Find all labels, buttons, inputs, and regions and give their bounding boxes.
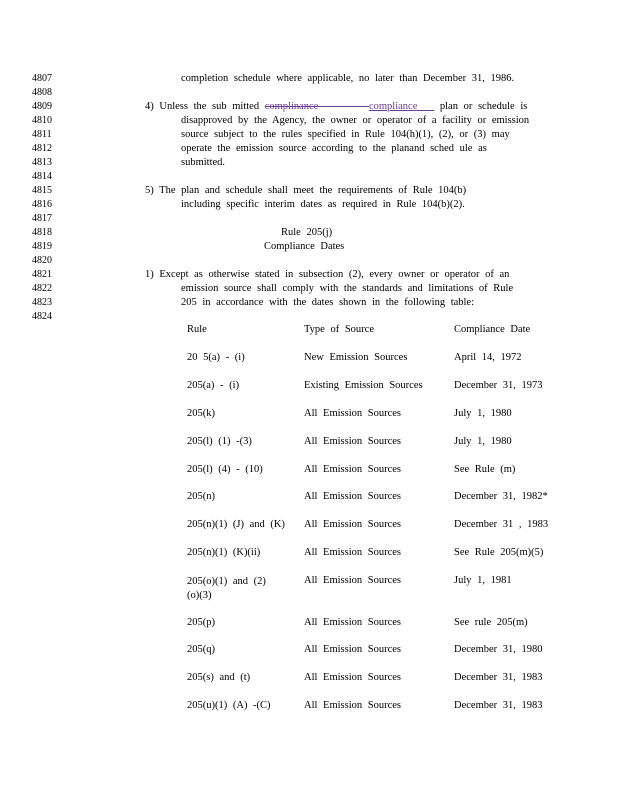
table-cell-rule: 205(s) and (t) [187,672,251,683]
line-number: 4818 [32,227,52,238]
table-cell-rule: 205(l) (4) - (10) [187,464,263,475]
table-cell-source: All Emission Sources [304,644,401,655]
deleted-text: complinance [264,101,319,112]
table-cell-source: All Emission Sources [304,436,401,447]
table-cell-source: All Emission Sources [304,672,401,683]
paragraph-line: source subject to the rules specified in Rule 104(h)(1), (2), or (3) may [181,129,510,140]
table-cell-source: All Emission Sources [304,575,401,586]
inserted-text: compliance [368,101,418,112]
table-cell-date: December 31, 1983 [454,672,543,683]
table-header-date: Compliance Date [454,324,531,335]
table-cell-source: All Emission Sources [304,491,401,502]
paragraph-line: submitted. [181,157,226,168]
table-cell-source: All Emission Sources [304,547,401,558]
table-cell-source: All Emission Sources [304,519,401,530]
table-cell-rule: 205(l) (1) -(3) [187,436,252,447]
paragraph-1-line: emission source shall comply with the standards and limitations of Rule [181,283,514,294]
table-cell-date: December 31 , 1983 [454,519,549,530]
paragraph-5-line: including specific interim dates as required in Rule 104(b)(2). [181,199,465,210]
line-number: 4817 [32,213,52,224]
line-number: 4807 [32,73,52,84]
table-cell-rule: 205(p) [187,617,215,628]
table-cell-rule: 205(n) [187,491,215,502]
deleted-spacer [318,101,369,112]
line-number: 4812 [32,143,52,154]
paragraph-line: operate the emission source according to the planand sched ule as [181,143,487,154]
line-number: 4810 [32,115,52,126]
paragraph-4-first-line [145,101,527,113]
paragraph-text: plan or schedule is [439,101,528,112]
table-cell-date: See Rule (m) [454,464,516,475]
line-number: 4820 [32,255,52,266]
table-cell-source: All Emission Sources [304,408,401,419]
paragraph-1-line: 205 in accordance with the dates shown in the following table: [181,297,475,308]
line-number: 4821 [32,269,52,280]
paragraph-text: 4) Unless the sub mitted [145,101,260,112]
line-number: 4811 [32,129,52,140]
line-number: 4816 [32,199,52,210]
table-cell-date: April 14, 1972 [454,352,522,363]
line-number: 4809 [32,101,52,112]
paragraph-line: disapproved by the Agency, the owner or operator of a facility or emission [181,115,530,126]
table-header-source: Type of Source [304,324,374,335]
line-number: 4813 [32,157,52,168]
inserted-spacer [417,101,434,112]
table-cell-rule: 205(a) - (i) [187,380,240,391]
paragraph-line: completion schedule where applicable, no later than December 31, 1986. [181,73,515,84]
table-cell-rule: 205(k) [187,408,215,419]
table-cell-date: December 31, 1980 [454,644,543,655]
table-cell-date: December 31, 1982* [454,491,548,502]
line-number: 4824 [32,311,52,322]
line-number: 4815 [32,185,52,196]
table-cell-date: July 1, 1981 [454,575,512,586]
table-cell-source: All Emission Sources [304,464,401,475]
table-cell-date: July 1, 1980 [454,436,512,447]
line-number: 4823 [32,297,52,308]
table-cell-rule: 205(q) [187,644,215,655]
table-cell-source: All Emission Sources [304,617,401,628]
section-subheading: Compliance Dates [264,241,345,252]
table-cell-rule: 205(u)(1) (A) -(C) [187,700,271,711]
table-cell-source: Existing Emission Sources [304,380,423,391]
table-cell-rule: 205(o)(1) and (2) (o)(3) [187,576,266,601]
table-cell-rule: 205(n)(1) (J) and (K) [187,519,285,530]
table-cell-date: See Rule 205(m)(5) [454,547,544,558]
table-header-rule: Rule [187,324,207,335]
table-cell-date: December 31, 1973 [454,380,543,391]
table-cell-rule: 20 5(a) - (i) [187,352,245,363]
line-number: 4808 [32,87,52,98]
table-cell-date: December 31, 1983 [454,700,543,711]
table-cell-date: See rule 205(m) [454,617,528,628]
section-heading: Rule 205(j) [281,227,333,238]
table-cell-source: New Emission Sources [304,352,408,363]
line-number: 4814 [32,171,52,182]
line-number: 4819 [32,241,52,252]
paragraph-1-line: 1) Except as otherwise stated in subsection (2), every owner or operator of an [145,269,510,280]
table-cell-source: All Emission Sources [304,700,401,711]
paragraph-5-line: 5) The plan and schedule shall meet the requirements of Rule 104(b) [145,185,467,196]
table-cell-date: July 1, 1980 [454,408,512,419]
line-number: 4822 [32,283,52,294]
table-cell-rule: 205(n)(1) (K)(ii) [187,547,261,558]
